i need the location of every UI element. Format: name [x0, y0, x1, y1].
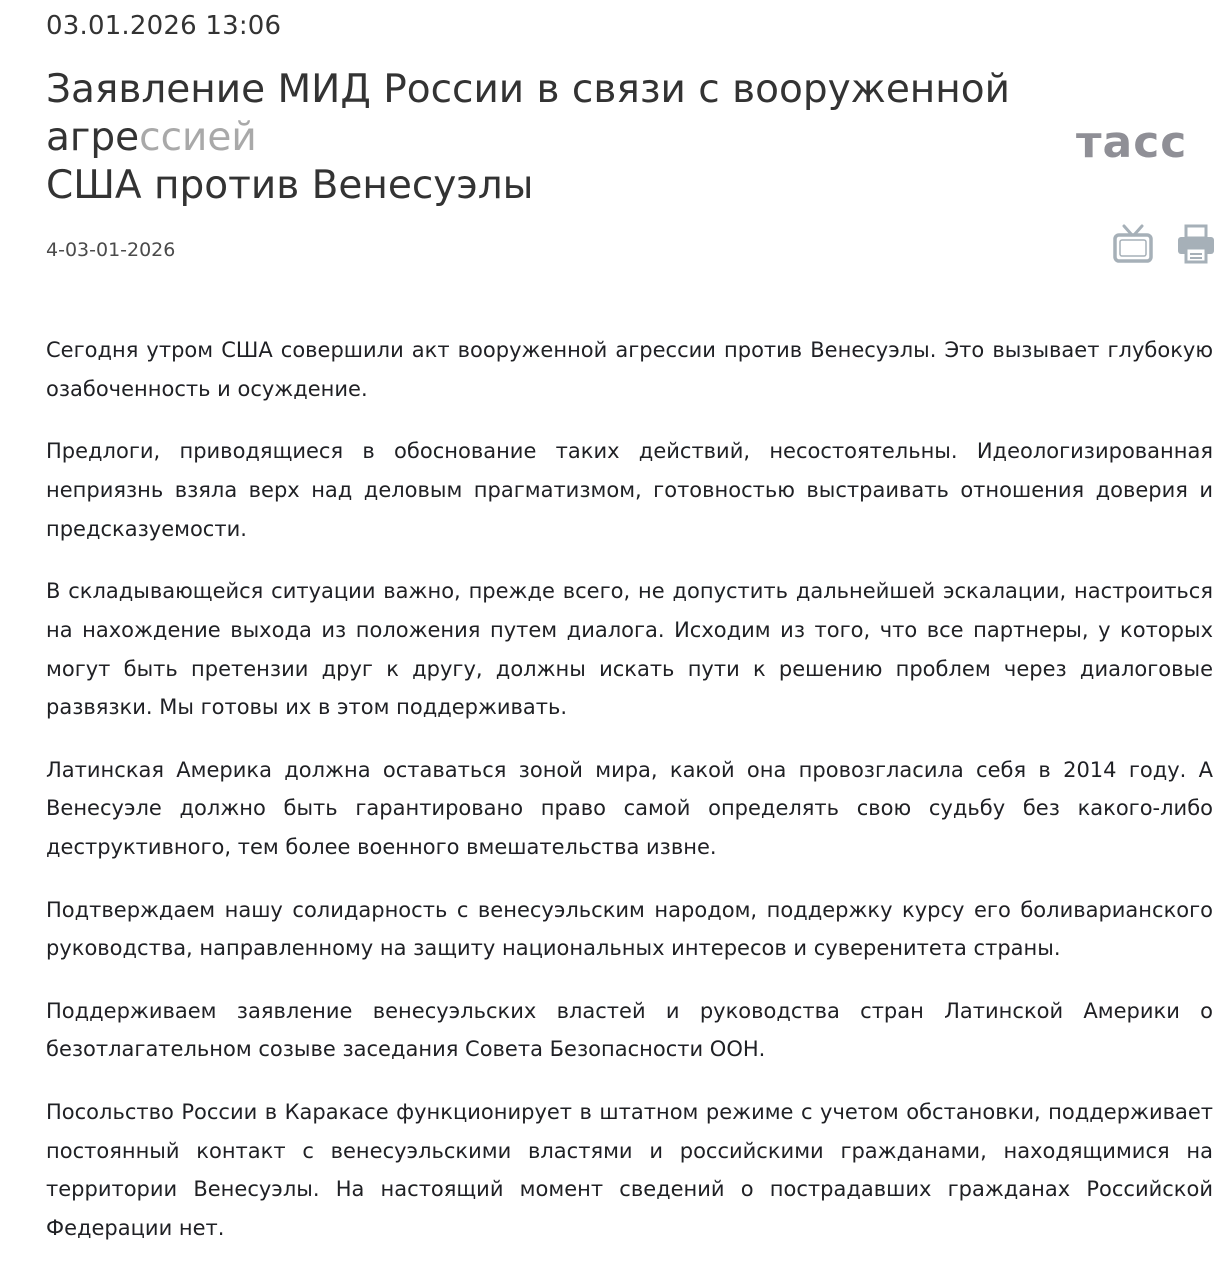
article-paragraph: Подтверждаем нашу солидарность с венесуэльским народом, поддержку курсу его боливарианского руководства, направленному на защиту национальных интересов и суверенитета страны.	[46, 897, 1213, 961]
title-line-2: США против Венесуэлы	[46, 163, 534, 208]
article-paragraph: Поддерживаем заявление венесуэльских властей и руководства стран Латинской Америки о безотлагательном созыве заседания Совета Безопасности ООН.	[46, 998, 1213, 1062]
tass-logo: тасс	[1076, 117, 1188, 168]
article-paragraph: Латинская Америка должна оставаться зоной мира, какой она провозгласила себя в 2014 году. А Венесуэле должно быть гарантировано право самой определять свою судьбу без какого-либо деструктивного, тем более военного вмешательства извне.	[46, 757, 1213, 860]
article-paragraph: Предлоги, приводящиеся в обоснование таких действий, несостоятельны. Идеологизированная неприязнь взяла верх над деловым прагматизмом, готовностью выстраивать отношения доверия и предсказуемости.	[46, 439, 1213, 541]
article-paragraph: Сегодня утром США совершили акт вооруженной агрессии против Венесуэлы. Это вызывает глубокую озабоченность и осуждение.	[46, 338, 1213, 401]
article-paragraph: Посольство России в Каракасе функционирует в штатном режиме с учетом обстановки, поддерживает постоянный контакт с венесуэльскими властями и российскими гражданами, находящимися на территории Венесуэлы. На настоящий момент сведений о пострадавших гражданах Российской Федерации нет.	[46, 1099, 1213, 1241]
title-main: Заявление МИД России в связи с вооруженной агре	[46, 67, 1011, 160]
article-title	[46, 66, 1186, 210]
tv-icon[interactable]	[1112, 224, 1154, 268]
printer-icon[interactable]	[1176, 224, 1216, 268]
document-number: 4-03-01-2026	[46, 239, 176, 261]
article-paragraph: В складывающейся ситуации важно, прежде всего, не допустить дальнейшей эскалации, настроиться на нахождение выхода из положения путем диалога. Исходим из того, что все партнеры, у которых могут быть претензии друг к другу, должны искать пути к решению проблем через диалоговые развязки. Мы готовы их в этом поддерживать.	[46, 578, 1213, 720]
title-faded-part: ссией	[139, 115, 257, 160]
article-timestamp: 03.01.2026 13:06	[46, 11, 282, 41]
article-body	[46, 331, 1213, 1271]
